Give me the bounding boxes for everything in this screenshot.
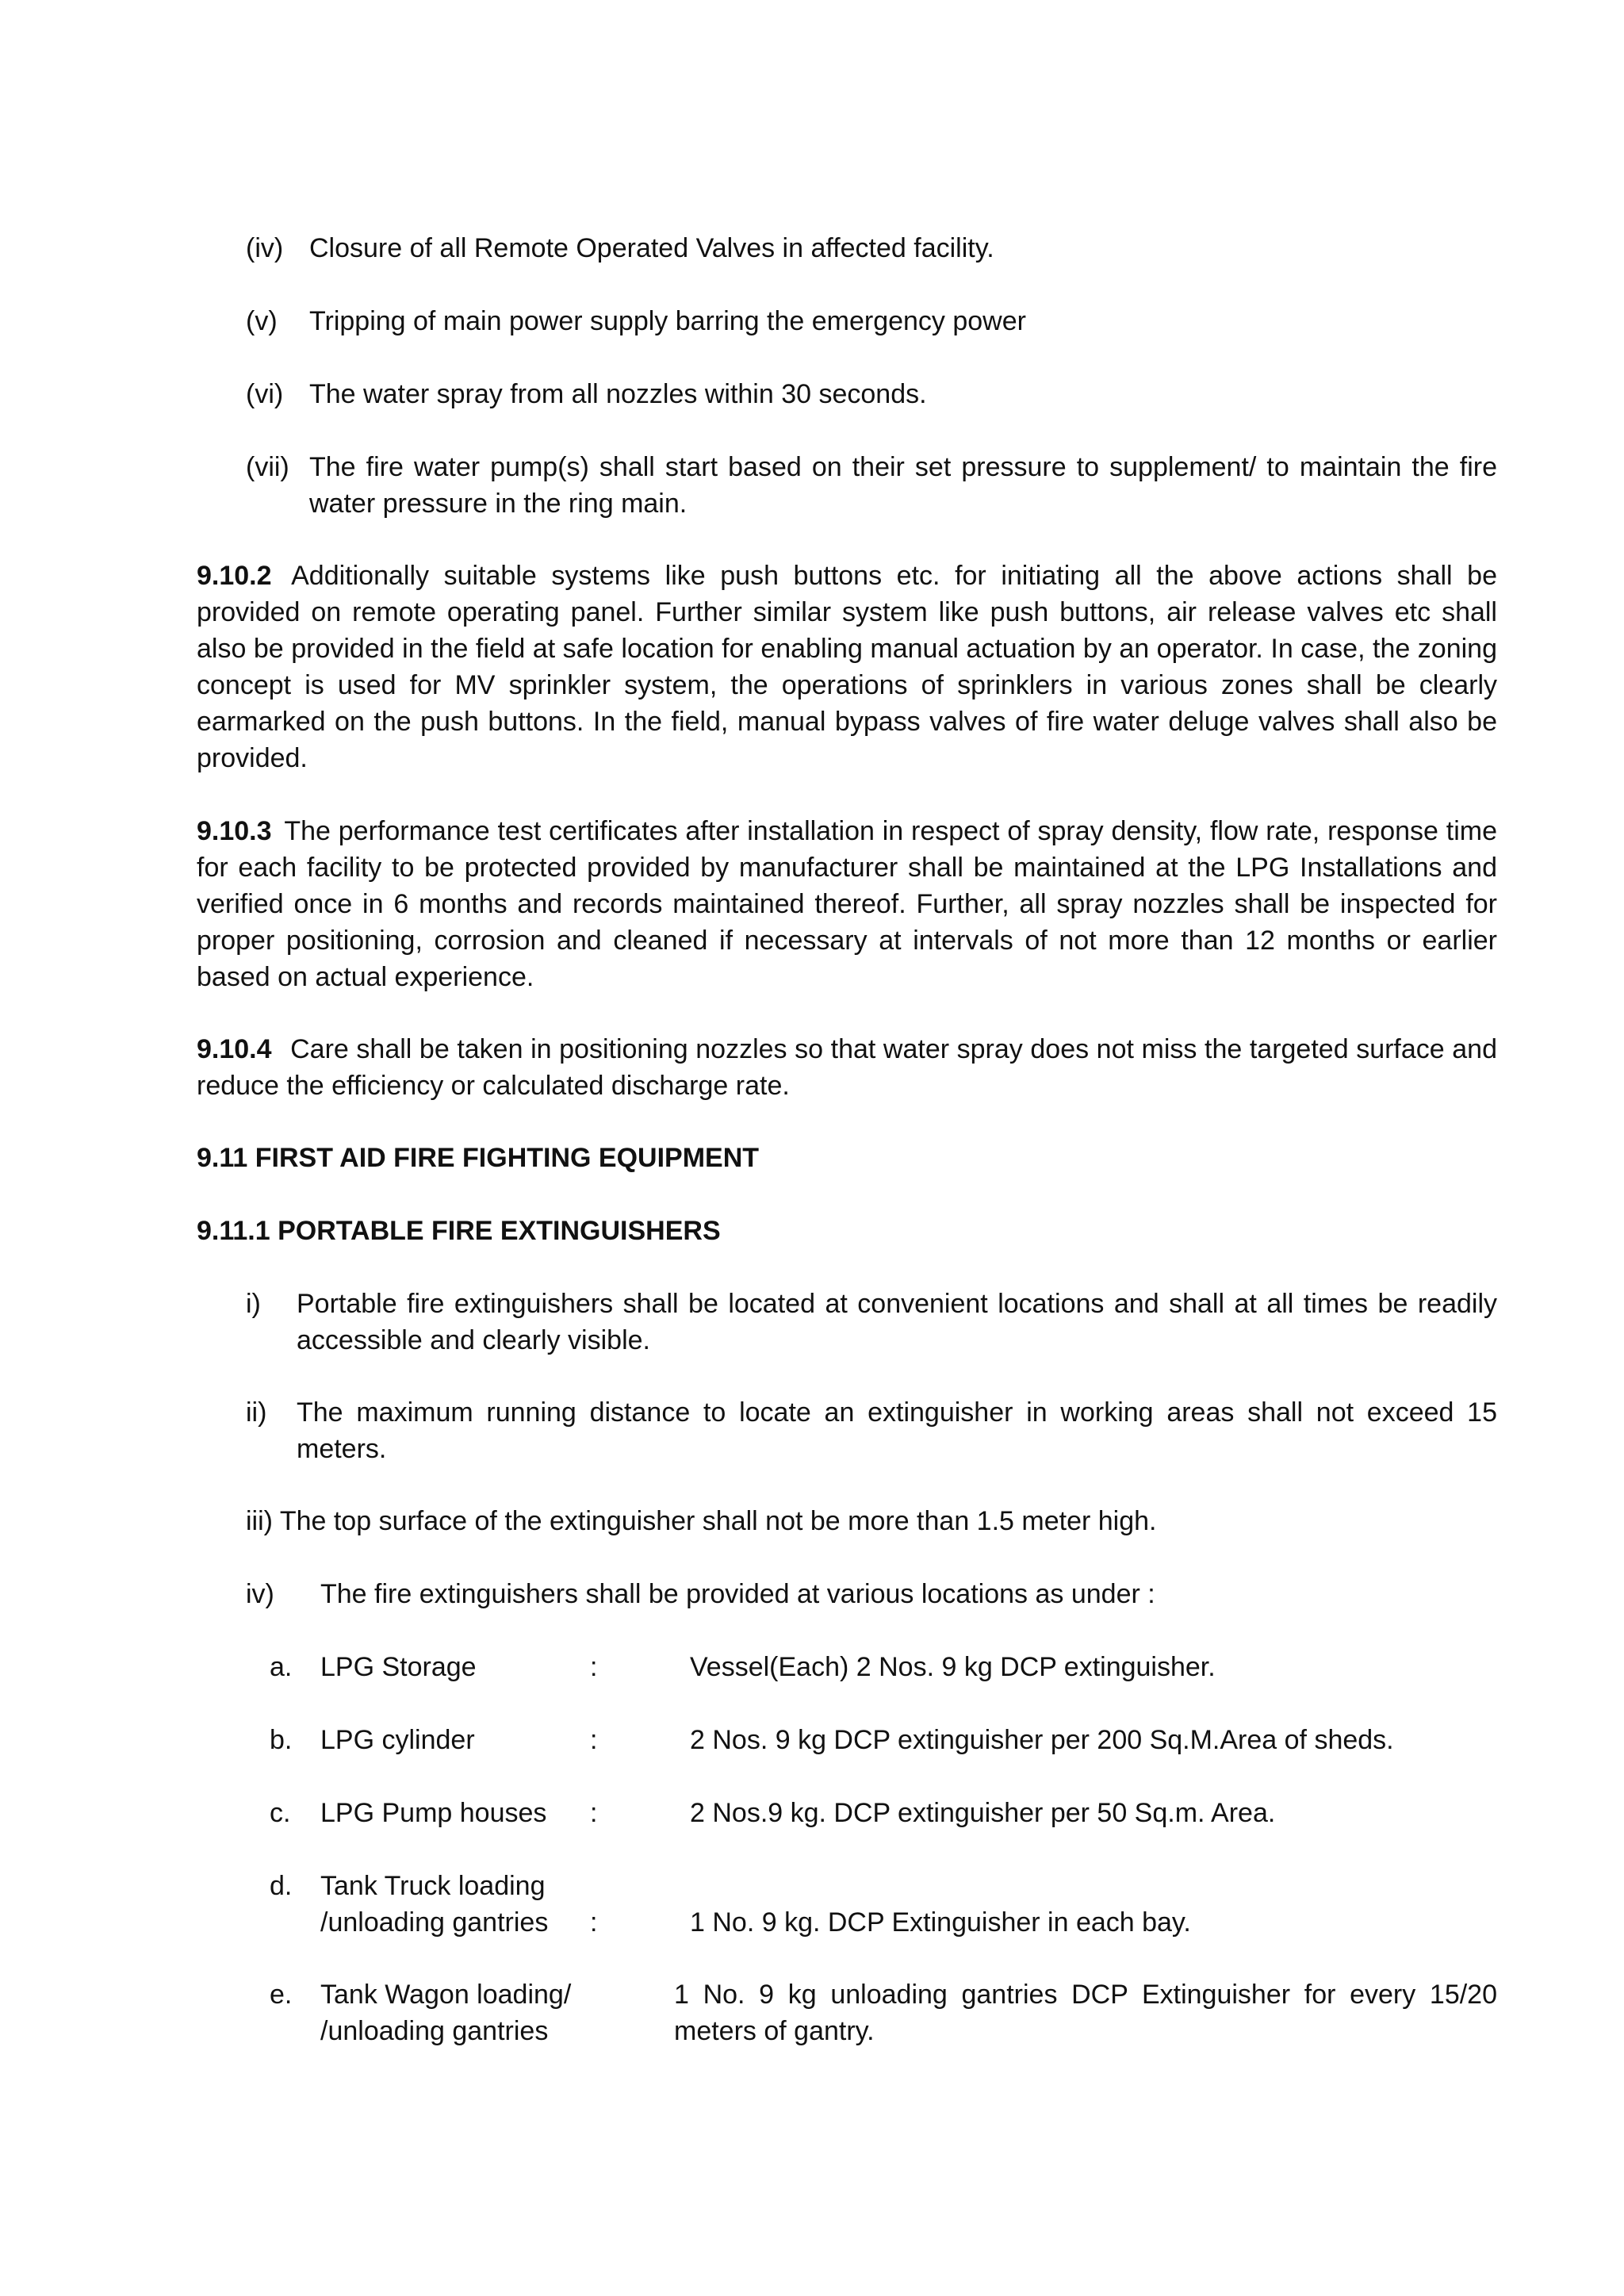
item-text: The fire extinguishers shall be provided at various locations as under : bbox=[320, 1579, 1155, 1609]
location-name: LPG Storage bbox=[320, 1652, 477, 1682]
paragraph-text: Additionally suitable systems like push buttons etc. for initiating all the above actions shall be provided on remote operating panel. Further similar system like push buttons, air release valves etc shall also be provided in the field at safe location for enabling manual actuation by an operator. In case, the zoning concept is used for MV sprinkler system, the operations of sprinklers in various zones shall be clearly earmarked on the push buttons. In the field, manual bypass valves of fire water deluge valves shall also be provided. bbox=[197, 561, 1497, 773]
paragraph-number: 9.10.3 bbox=[197, 816, 272, 846]
item-number: (iv) bbox=[246, 233, 284, 263]
paragraph-number: 9.10.4 bbox=[197, 1034, 272, 1064]
requirement-line1: 1 No. 9 kg unloading gantries DCP Extinguisher for every 15/20 bbox=[674, 1980, 1497, 2010]
row-letter: c. bbox=[270, 1798, 291, 1828]
item-number: iv) bbox=[246, 1579, 274, 1609]
location-name: LPG cylinder bbox=[320, 1725, 475, 1755]
requirement: Vessel(Each) 2 Nos. 9 kg DCP extinguisher. bbox=[690, 1652, 1216, 1682]
separator: : bbox=[590, 1798, 598, 1828]
list-item bbox=[246, 1286, 1497, 1359]
paragraph-9-10-3 bbox=[197, 813, 1497, 995]
separator: : bbox=[590, 1725, 598, 1755]
requirement: 2 Nos.9 kg. DCP extinguisher per 50 Sq.m. Area. bbox=[690, 1798, 1276, 1828]
location-name: LPG Pump houses bbox=[320, 1798, 547, 1828]
separator: : bbox=[590, 1907, 598, 1938]
section-heading-9-11-1: 9.11.1 PORTABLE FIRE EXTINGUISHERS bbox=[197, 1216, 721, 1246]
item-number: i) bbox=[246, 1289, 261, 1319]
row-letter: e. bbox=[270, 1980, 293, 2010]
item-number: (vii) bbox=[246, 452, 289, 482]
item-number: iii) bbox=[246, 1506, 273, 1536]
requirement-line2: meters of gantry. bbox=[674, 2016, 875, 2046]
item-number: (v) bbox=[246, 306, 278, 336]
list-item bbox=[246, 376, 1497, 412]
location-name-line1: Tank Truck loading bbox=[320, 1871, 546, 1901]
paragraph-9-10-2 bbox=[197, 558, 1497, 776]
requirement: 1 No. 9 kg. DCP Extinguisher in each bay. bbox=[690, 1907, 1191, 1938]
location-name-line2: /unloading gantries bbox=[320, 1907, 549, 1938]
section-heading-9-11: 9.11 FIRST AID FIRE FIGHTING EQUIPMENT bbox=[197, 1143, 760, 1173]
list-item bbox=[246, 303, 1497, 339]
item-text: The top surface of the extinguisher shall not be more than 1.5 meter high. bbox=[279, 1506, 1157, 1536]
item-text: The maximum running distance to locate an extinguisher in working areas shall not exceed 15 meters. bbox=[297, 1397, 1497, 1464]
paragraph-text: Care shall be taken in positioning nozzles so that water spray does not miss the targeted surface and reduce the efficiency or calculated discharge rate. bbox=[197, 1034, 1497, 1101]
row-letter: b. bbox=[270, 1725, 293, 1755]
location-name-line2: /unloading gantries bbox=[320, 2016, 549, 2046]
separator: : bbox=[590, 1652, 598, 1682]
list-item bbox=[246, 230, 1497, 266]
item-text: The fire water pump(s) shall start based on their set pressure to supplement/ to maintain the fire water pressure in the ring main. bbox=[309, 452, 1497, 519]
location-name-line1: Tank Wagon loading/ bbox=[320, 1980, 572, 2010]
row-letter: a. bbox=[270, 1652, 293, 1682]
item-number: (vi) bbox=[246, 379, 284, 409]
item-text: Portable fire extinguishers shall be located at convenient locations and shall at all times be readily accessible and clearly visible. bbox=[297, 1289, 1497, 1355]
requirement: 2 Nos. 9 kg DCP extinguisher per 200 Sq.M.Area of sheds. bbox=[690, 1725, 1394, 1755]
paragraph-number: 9.10.2 bbox=[197, 561, 272, 591]
paragraph-9-10-4 bbox=[197, 1031, 1497, 1104]
list-item bbox=[246, 1394, 1497, 1467]
item-text: Closure of all Remote Operated Valves in affected facility. bbox=[309, 233, 994, 263]
list-item bbox=[246, 1503, 1156, 1539]
paragraph-text: The performance test certificates after installation in respect of spray density, flow rate, response time for each facility to be protected provided by manufacturer shall be maintained at the LPG Installations and verified once in 6 months and records maintained thereof. Further, all spray nozzles shall be inspected for proper positioning, corrosion and cleaned if necessary at intervals of not more than 12 months or earlier based on actual experience. bbox=[197, 816, 1497, 992]
item-number: ii) bbox=[246, 1397, 267, 1428]
item-text: The water spray from all nozzles within 30 seconds. bbox=[309, 379, 927, 409]
list-item bbox=[246, 449, 1497, 522]
row-letter: d. bbox=[270, 1871, 293, 1901]
item-text: Tripping of main power supply barring the emergency power bbox=[309, 306, 1026, 336]
